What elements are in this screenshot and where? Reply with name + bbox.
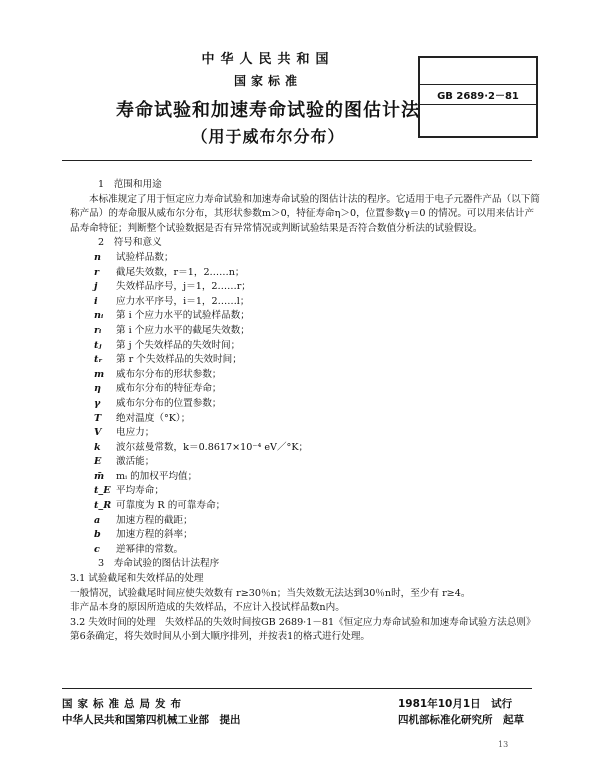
symbol-row: m̄ mᵢ 的加权平均值； (94, 470, 198, 482)
symbol-row: E 激活能； (94, 456, 155, 468)
symbol-row: i 应力水平序号，i＝1，2……l； (94, 295, 250, 307)
section-3-1-heading: 3.1 试验截尾和失效样品的处理 (70, 573, 204, 585)
issuer: 国家标准总局发布 (62, 698, 186, 710)
symbol-row: tᵣ 第 r 个失效样品的失效时间； (94, 354, 242, 366)
section-3-heading: 3 寿命试验的图估计法程序 (98, 558, 220, 570)
page-number: 13 (498, 740, 509, 749)
symbol-row: T 绝对温度（°K）； (94, 412, 191, 424)
section-1-paragraph: 本标准规定了用于恒定应力寿命试验和加速寿命试验的图估计法的程序。它适用于电子元器件产品（以下简称产品）的寿命服从威布尔分布，其形状参数m＞0，特征寿命η＞0，位置参数γ＝0 的情况。可以用来估计产品寿命特征；判断整个试验数据是否有异常情况或判断试验结果是否符合数值分析法的试验假设。 (70, 193, 540, 234)
proposer: 中华人民共和国第四机械工业部 提出 (62, 714, 241, 726)
symbol-row: n 试验样品数； (94, 251, 174, 263)
standard-code: GB 2689·2－81 (437, 91, 519, 102)
section-3-2-paragraph: 3.2 失效时间的处理 失效样品的失效时间按GB 2689·1－81《恒定应力寿命试验和加速寿命试验方法总则》第6条确定，将失效时间从小到大顺序排列，并按表1的格式进行处理。 (70, 616, 536, 643)
document-subtitle: （用于威布尔分布） (191, 127, 345, 146)
symbol-row: rᵢ 第 i 个应力水平的截尾失效数； (94, 324, 250, 336)
symbol-row: k 波尔兹曼常数，k＝0.8617×10⁻⁴ eV／°K； (94, 441, 309, 453)
effective-date: 1981年10月1日 试行 (398, 698, 513, 710)
section-2-heading: 2 符号和意义 (98, 237, 162, 249)
symbol-row: t_E 平均寿命； (94, 485, 164, 497)
symbol-row: r 截尾失效数，r＝1，2……n； (94, 266, 245, 278)
document-title: 寿命试验和加速寿命试验的图估计法 (116, 100, 420, 121)
symbol-row: η 威布尔分布的特征寿命； (94, 383, 222, 395)
standard-category: 国家标准 (233, 74, 302, 88)
section-3-1-paragraph-1: 一般情况，试验截尾时间应使失效数有 r≥30％n；当失效数无法达到30％n时，至少有 r≥4。 (70, 587, 471, 599)
symbol-row: j 失效样品序号，j＝1，2……r； (94, 281, 251, 293)
section-3-1-paragraph-2: 非产品本身的原因所造成的失效样品，不应计入投试样品数n内。 (70, 602, 345, 614)
symbol-row: γ 威布尔分布的位置参数； (94, 397, 222, 409)
symbol-row: a 加速方程的截距； (94, 514, 193, 526)
symbol-row: m 威布尔分布的形状参数； (94, 368, 222, 380)
symbol-row: V 电应力； (94, 427, 155, 439)
section-1-heading: 1 范围和用途 (98, 179, 162, 190)
symbol-row: tⱼ 第 j 个失效样品的失效时间； (94, 339, 241, 351)
footer-rule (62, 688, 532, 689)
symbol-row: b 加速方程的斜率； (94, 529, 193, 541)
document-body (70, 178, 540, 645)
standard-code-box (418, 56, 538, 138)
header-rule (62, 160, 532, 161)
drafter: 四机部标准化研究所 起草 (398, 714, 524, 726)
agency-title: 中华人民共和国 (201, 52, 335, 67)
symbol-row: t_R 可靠度为 R 的可靠寿命； (94, 500, 226, 512)
symbol-row: c 逆幂律的常数。 (94, 543, 184, 555)
symbol-row: nᵢ 第 i 个应力水平的试验样品数； (94, 310, 250, 322)
